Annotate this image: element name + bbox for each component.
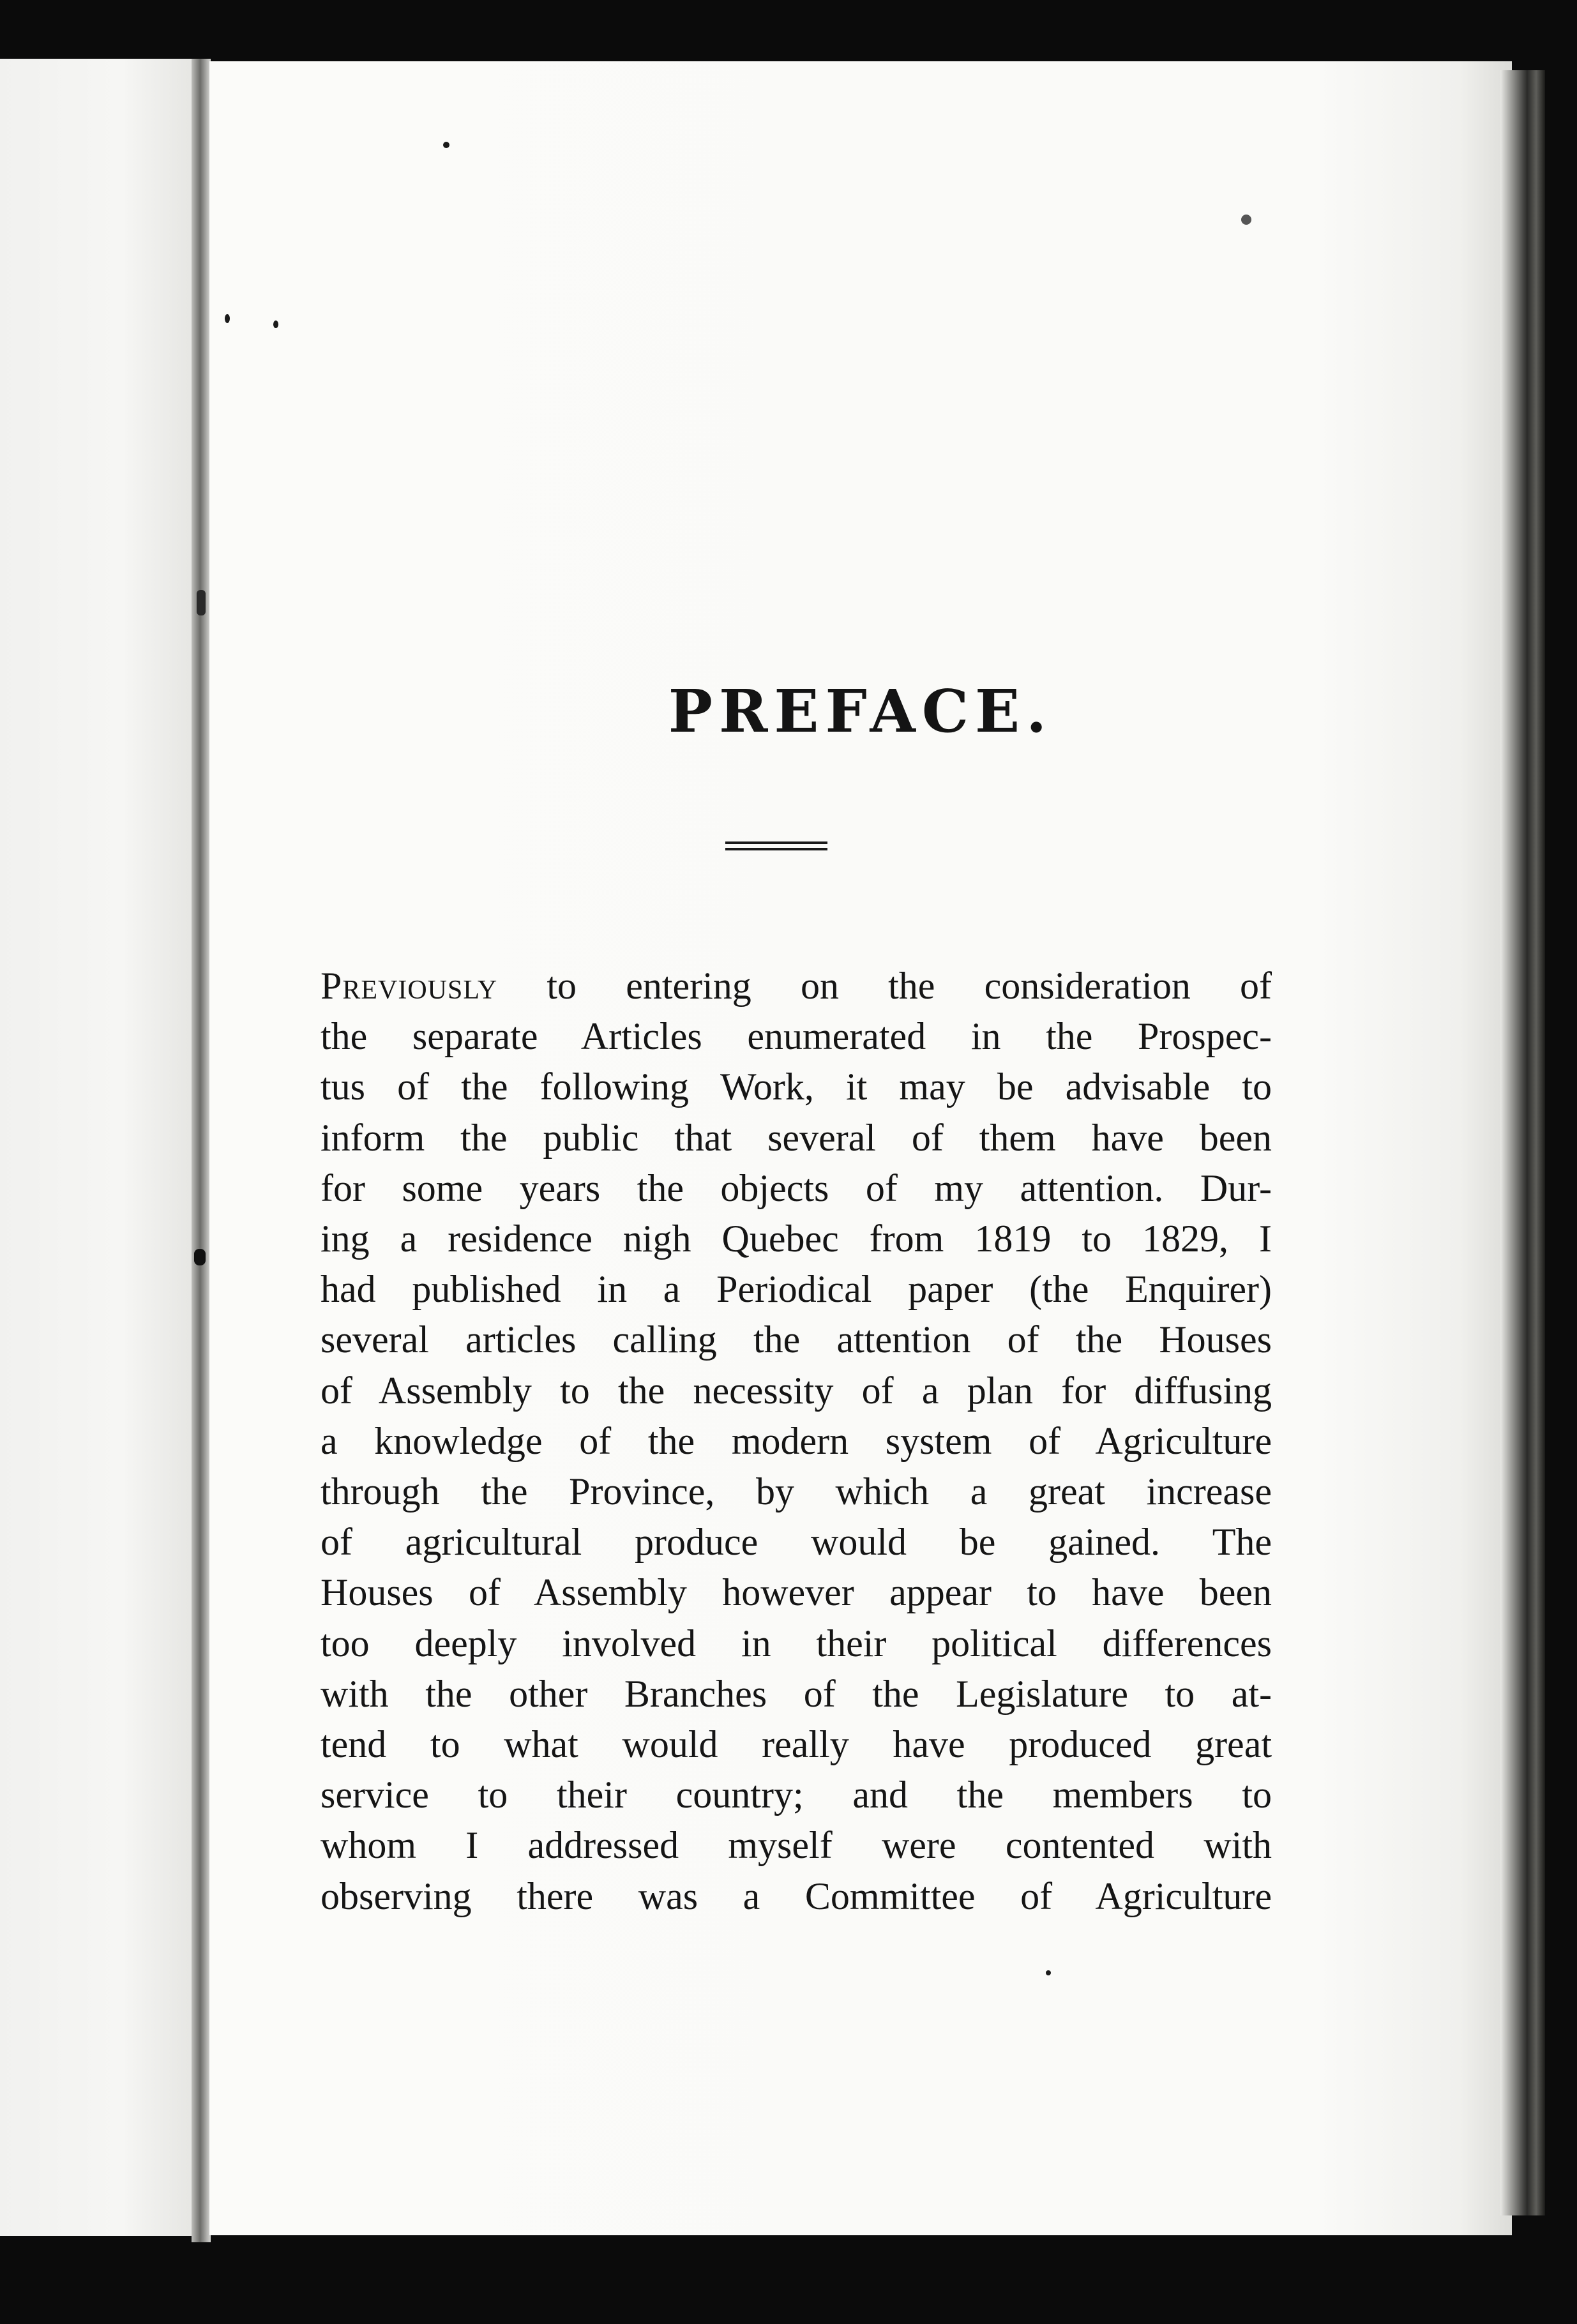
text-line: through the Province, by which a great increase: [321, 1470, 1272, 1513]
text-line: Houses of Assembly however appear to have been: [321, 1571, 1272, 1614]
lead-word: Previously: [321, 965, 498, 1007]
page-heading: PREFACE.: [668, 677, 1053, 746]
text-line: with the other Branches of the Legislature to at-: [321, 1672, 1272, 1715]
speck: [1046, 1970, 1051, 1975]
text-line: service to their country; and the members to: [321, 1774, 1272, 1816]
text-line: too deeply involved in their political differences: [321, 1622, 1272, 1664]
text-line: had published in a Periodical paper (the Enquirer): [321, 1268, 1272, 1311]
text-line: the separate Articles enumerated in the Prospec-: [321, 1015, 1272, 1058]
speck: [1241, 215, 1251, 225]
text-line: for some years the objects of my attention. Dur-: [321, 1166, 1272, 1209]
book-gutter: [192, 59, 211, 2242]
speck: [273, 321, 278, 328]
speck: [443, 142, 449, 148]
facing-page: [0, 59, 203, 2236]
heading-rule: [725, 841, 827, 850]
preface-paragraph: [321, 961, 1272, 1922]
text-line: tus of the following Work, it may be advisable to: [321, 1066, 1272, 1108]
text-line: of Assembly to the necessity of a plan for diffusing: [321, 1369, 1272, 1412]
text-line: tend to what would really have produced great: [321, 1723, 1272, 1766]
text-line: observing there was a Committee of Agriculture: [321, 1875, 1272, 1917]
text-line: of agricultural produce would be gained. The: [321, 1521, 1272, 1564]
text-line: Previously to entering on the consideration of: [321, 965, 1272, 1007]
text-line: ing a residence nigh Quebec from 1819 to 1829, I: [321, 1218, 1272, 1260]
text-line: several articles calling the attention of the Houses: [321, 1318, 1272, 1361]
page-edge: [1500, 70, 1545, 2215]
text-line: whom I addressed myself were contented with: [321, 1824, 1272, 1867]
speck: [194, 1249, 206, 1265]
speck: [225, 314, 230, 323]
speck: [197, 590, 206, 615]
text-line: a knowledge of the modern system of Agriculture: [321, 1419, 1272, 1462]
text-line: inform the public that several of them have been: [321, 1116, 1272, 1159]
